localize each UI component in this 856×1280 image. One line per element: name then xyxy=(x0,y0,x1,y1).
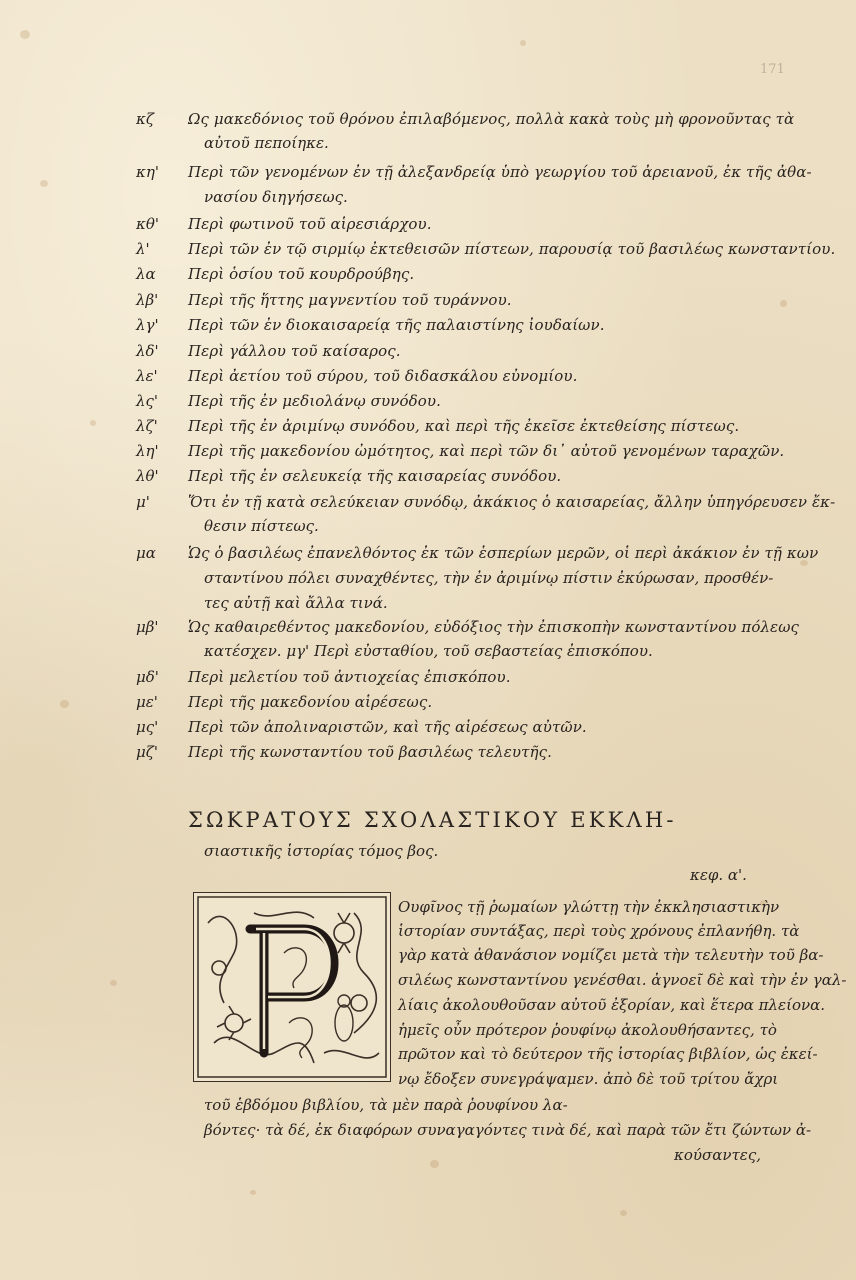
decorated-initial xyxy=(193,892,391,1082)
toc-continuation: αὐτοῦ πεποίηκε. xyxy=(204,134,329,152)
toc-number: κη' xyxy=(136,163,159,181)
toc-entry xyxy=(0,716,856,740)
toc-text: Περὶ τῆς ἐν μεδιολάνῳ συνόδου. xyxy=(188,392,441,410)
body-line: ἱστορίαν συντάξας, περὶ τοὺς χρόνους ἐπλανήθη. τὰ xyxy=(398,922,800,940)
toc-text: Περὶ τῆς μακεδονίου ὠμότητος, καὶ περὶ τῶν δι᾽ αὐτοῦ γενομένων ταραχῶν. xyxy=(188,442,785,460)
toc-text: Περὶ τῶν ἐν τῷ σιρμίῳ ἐκτεθεισῶν πίστεων, παρουσίᾳ τοῦ βασιλέως κωνσταντίου. xyxy=(188,240,836,258)
toc-number: λα xyxy=(136,265,156,283)
toc-number: λγ' xyxy=(136,316,159,334)
toc-entry xyxy=(0,666,856,690)
body-line: Ουφῖνος τῇ ῥωμαίων γλώττῃ τὴν ἐκκλησιαστικὴν xyxy=(398,898,780,916)
toc-entry xyxy=(0,616,856,640)
toc-number: μς' xyxy=(136,718,159,736)
toc-number: μδ' xyxy=(136,668,159,686)
body-line: πρῶτον καὶ τὸ δεύτερον τῆς ἱστορίας βιβλίον, ὡς ἐκεί- xyxy=(398,1045,818,1063)
toc-entry xyxy=(0,542,856,566)
toc-entry xyxy=(0,491,856,515)
toc-text: Περὶ μελετίου τοῦ ἀντιοχείας ἐπισκόπου. xyxy=(188,668,511,686)
toc-text: Περὶ τῆς κωνσταντίου τοῦ βασιλέως τελευτῆς. xyxy=(188,743,552,761)
book-heading: ΣΩΚΡΑΤΟΥΣ ΣΧΟΛΑΣΤΙΚΟΥ ΕΚΚΛΗ- xyxy=(188,808,677,832)
book-heading-continuation xyxy=(204,842,438,860)
body-line: γὰρ κατὰ ἀθανάσιον νομίζει μετὰ τὴν τελευτὴν τοῦ βα- xyxy=(398,946,824,964)
body-line: νῳ ἔδοξεν συνεγράψαμεν. ἀπὸ δὲ τοῦ τρίτου ἄχρι xyxy=(398,1070,779,1088)
toc-continuation: τες αὐτῇ καὶ ἄλλα τινά. xyxy=(204,594,388,612)
toc-entry xyxy=(0,440,856,464)
toc-entry xyxy=(0,340,856,364)
toc-entry xyxy=(0,161,856,185)
toc-text: Περὶ τῆς ἐν ἀριμίνῳ συνόδου, καὶ περὶ τῆς ἐκεῖσε ἐκτεθείσης πίστεως. xyxy=(188,417,740,435)
toc-entry xyxy=(0,741,856,765)
toc-text: Περὶ ἀετίου τοῦ σύρου, τοῦ διδασκάλου εὐνομίου. xyxy=(188,367,578,385)
toc-entry xyxy=(0,314,856,338)
toc-number: λθ' xyxy=(136,467,159,485)
toc-text: Περὶ τῆς ἐν σελευκείᾳ τῆς καισαρείας συνόδου. xyxy=(188,467,562,485)
body-line: βόντες· τὰ δέ, ἐκ διαφόρων συναγαγόντες τινὰ δέ, καὶ παρὰ τῶν ἔτι ζώντων ἀ- xyxy=(204,1121,812,1139)
toc-text: Περὶ τῆς μακεδονίου αἱρέσεως. xyxy=(188,693,433,711)
ornament-initial-icon xyxy=(194,893,390,1081)
heading-line2: σιαστικῆς ἱστορίας τόμος βος. xyxy=(204,842,439,860)
body-line: λίαις ἀκολουθοῦσαν αὐτοῦ ἐξορίαν, καὶ ἕτερα πλείονα. xyxy=(398,996,826,1014)
toc-text: Ὡς ὁ βασιλέως ἐπανελθόντος ἐκ τῶν ἑσπερίων μερῶν, οἱ περὶ ἀκάκιον ἐν τῇ κων xyxy=(188,544,819,562)
toc-continuation: σταντίνου πόλει συναχθέντες, τὴν ἐν ἀριμίνῳ πίστιν ἐκύρωσαν, προσθέν- xyxy=(204,569,774,587)
toc-number: λς' xyxy=(136,392,159,410)
toc-number: μα xyxy=(136,544,156,562)
toc-entry xyxy=(0,263,856,287)
toc-text: Περὶ γάλλου τοῦ καίσαρος. xyxy=(188,342,401,360)
toc-entry xyxy=(0,465,856,489)
toc-entry xyxy=(0,365,856,389)
toc-entry xyxy=(0,415,856,439)
toc-text: Ὅτι ἐν τῇ κατὰ σελεύκειαν συνόδῳ, ἀκάκιος ὁ καισαρείας, ἄλλην ὑπηγόρευσεν ἔκ- xyxy=(188,493,836,511)
toc-number: λδ' xyxy=(136,342,159,360)
toc-entry xyxy=(0,108,856,132)
toc-number: λη' xyxy=(136,442,159,460)
toc-continuation: θεσιν πίστεως. xyxy=(204,517,319,535)
toc-text: Περὶ τῆς ἥττης μαγνεντίου τοῦ τυράννου. xyxy=(188,291,512,309)
toc-entry xyxy=(0,213,856,237)
body-line: σιλέως κωνσταντίνου γενέσθαι. ἀγνοεῖ δὲ καὶ τὴν ἐν γαλ- xyxy=(398,971,847,989)
toc-entry xyxy=(0,238,856,262)
toc-text: Ὡς καθαιρεθέντος μακεδονίου, εὐδόξιος τὴν ἐπισκοπὴν κωνσταντίνου πόλεως xyxy=(188,618,800,636)
chapter-label: κεφ. α'. xyxy=(690,866,747,884)
toc-entry xyxy=(0,691,856,715)
toc-number: λ' xyxy=(136,240,150,258)
toc-text: Περὶ τῶν γενομένων ἐν τῇ ἀλεξανδρείᾳ ὑπὸ γεωργίου τοῦ ἀρειανοῦ, ἐκ τῆς ἀθα- xyxy=(188,163,812,181)
toc-entry xyxy=(0,390,856,414)
toc-text: Περὶ φωτινοῦ τοῦ αἱρεσιάρχου. xyxy=(188,215,432,233)
toc-number: με' xyxy=(136,693,158,711)
body-line: κούσαντες, xyxy=(674,1146,761,1164)
toc-entry xyxy=(0,289,856,313)
toc-number: λε' xyxy=(136,367,158,385)
toc-number: μβ' xyxy=(136,618,159,636)
toc-continuation: κατέσχεν. μγ' Περὶ εὐσταθίου, τοῦ σεβαστείας ἐπισκόπου. xyxy=(204,642,653,660)
toc-number: λβ' xyxy=(136,291,159,309)
toc-text: Περὶ τῶν ἀπολιναριστῶν, καὶ τῆς αἱρέσεως αὐτῶν. xyxy=(188,718,587,736)
toc-number: κθ' xyxy=(136,215,159,233)
toc-number: κζ xyxy=(136,110,154,128)
toc-text: Ως μακεδόνιος τοῦ θρόνου ἐπιλαβόμενος, πολλὰ κακὰ τοὺς μὴ φρονοῦντας τὰ xyxy=(188,110,795,128)
body-line: ἡμεῖς οὖν πρότερον ῥουφίνῳ ἀκολουθήσαντες, τὸ xyxy=(398,1021,777,1039)
toc-continuation: νασίου διηγήσεως. xyxy=(204,188,348,206)
body-line: τοῦ ἑβδόμου βιβλίου, τὰ μὲν παρὰ ῥουφίνου λα- xyxy=(204,1096,568,1114)
toc-text: Περὶ τῶν ἐν διοκαισαρείᾳ τῆς παλαιστίνης ἰουδαίων. xyxy=(188,316,605,334)
toc-text: Περὶ ὁσίου τοῦ κουρδρούβης. xyxy=(188,265,415,283)
toc-number: μζ' xyxy=(136,743,159,761)
toc-number: μ' xyxy=(136,493,150,511)
toc-number: λζ' xyxy=(136,417,158,435)
folio-number: 171 xyxy=(760,62,785,77)
